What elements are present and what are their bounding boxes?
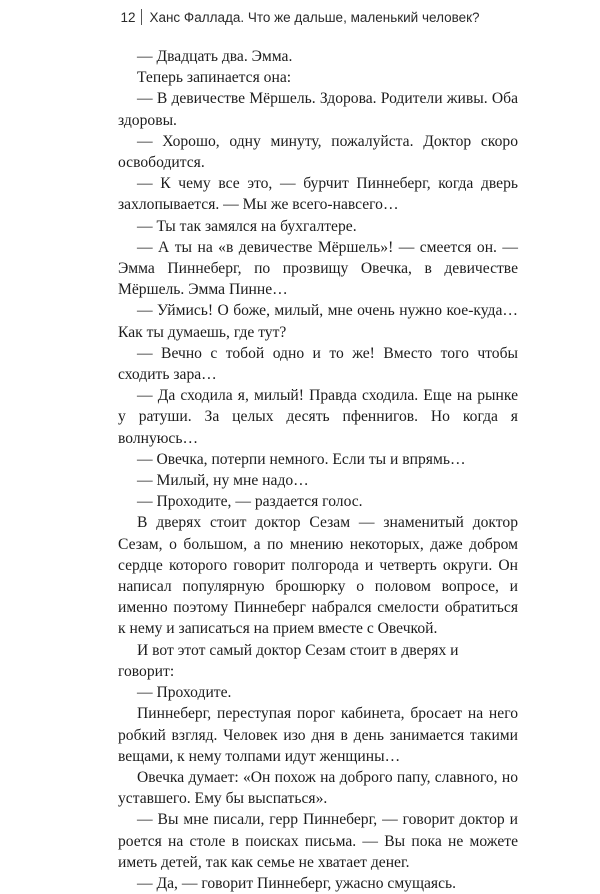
- paragraph-4: — Хорошо, одну минуту, пожалуйста. Доктор скоро освободится.: [118, 132, 518, 172]
- paragraph-13: — Проходите, — раздается голос.: [137, 493, 363, 511]
- page-number: 12: [120, 10, 136, 25]
- paragraph-11: — Овечка, потерпи немного. Если ты и впрямь…: [137, 450, 466, 468]
- paragraph-15: И вот этот самый доктор Сезам стоит в дверях и говорит:: [118, 641, 459, 680]
- paragraph-5: — К чему все это, — бурчит Пиннеберг, когда дверь захлопывается. — Мы же всего-навсего…: [118, 175, 518, 214]
- body-text: [118, 46, 518, 894]
- paragraph-1: — Двадцать два. Эмма.: [137, 48, 293, 65]
- paragraph-3: — В девичестве Мёршель. Здорова. Родители живы. Оба здоровы.: [118, 90, 518, 129]
- paragraph-20: — Да, — говорит Пиннеберг, ужасно смущаясь.: [137, 874, 457, 892]
- paragraph-9: — Вечно с тобой одно и то же! Вместо того чтобы сходить зара…: [118, 344, 518, 384]
- paragraph-8: — Уймись! О боже, милый, мне очень нужно кое-куда… Как ты думаешь, где тут?: [118, 302, 518, 341]
- paragraph-10: — Да сходила я, милый! Правда сходила. Еще на рынке у ратуши. За целых десять пфеннигов. Но когда я волнуюсь…: [118, 387, 518, 447]
- paragraph-12: — Милый, ну мне надо…: [137, 472, 309, 490]
- paragraph-6: — Ты так замялся на бухгалтере.: [137, 217, 357, 235]
- paragraph-17: Пиннеберг, переступая порог кабинета, бросает на него робкий взгляд. Человек изо дня в день занимается такими вещами, к нему толпами идут женщины…: [118, 705, 518, 765]
- paragraph-19: — Вы мне писали, герр Пиннеберг, — говорит доктор и роется на столе в поисках письма. — Вы пока не можете иметь детей, так как семье не хватает денег.: [118, 811, 518, 871]
- paragraph-16: — Проходите.: [137, 684, 232, 702]
- paragraph-14: В дверях стоит доктор Сезам — знаменитый доктор Сезам, о большом, а по мнению некоторых, даже добром сердце которого говорит полгорода и четверть округи. Он написал популярную брошюрку о половом вопросе, и именно поэтому Пиннеберг набрался смелости обратиться к нему и записаться на прием вместе с Овечкой.: [118, 514, 518, 638]
- running-header: [0, 6, 600, 30]
- paragraph-18: Овечка думает: «Он похож на доброго папу, славного, но уставшего. Ему бы выспаться».: [118, 768, 518, 808]
- header-divider: [141, 9, 142, 25]
- running-title: Ханс Фаллада. Что же дальше, маленький человек?: [149, 10, 480, 25]
- paragraph-2: Теперь запинается она:: [137, 69, 292, 87]
- paragraph-7: — А ты на «в девичестве Мёршель»! — смеется он. — Эмма Пиннеберг, по прозвищу Овечка, в девичестве Мёршель. Эмма Пинне…: [118, 238, 518, 299]
